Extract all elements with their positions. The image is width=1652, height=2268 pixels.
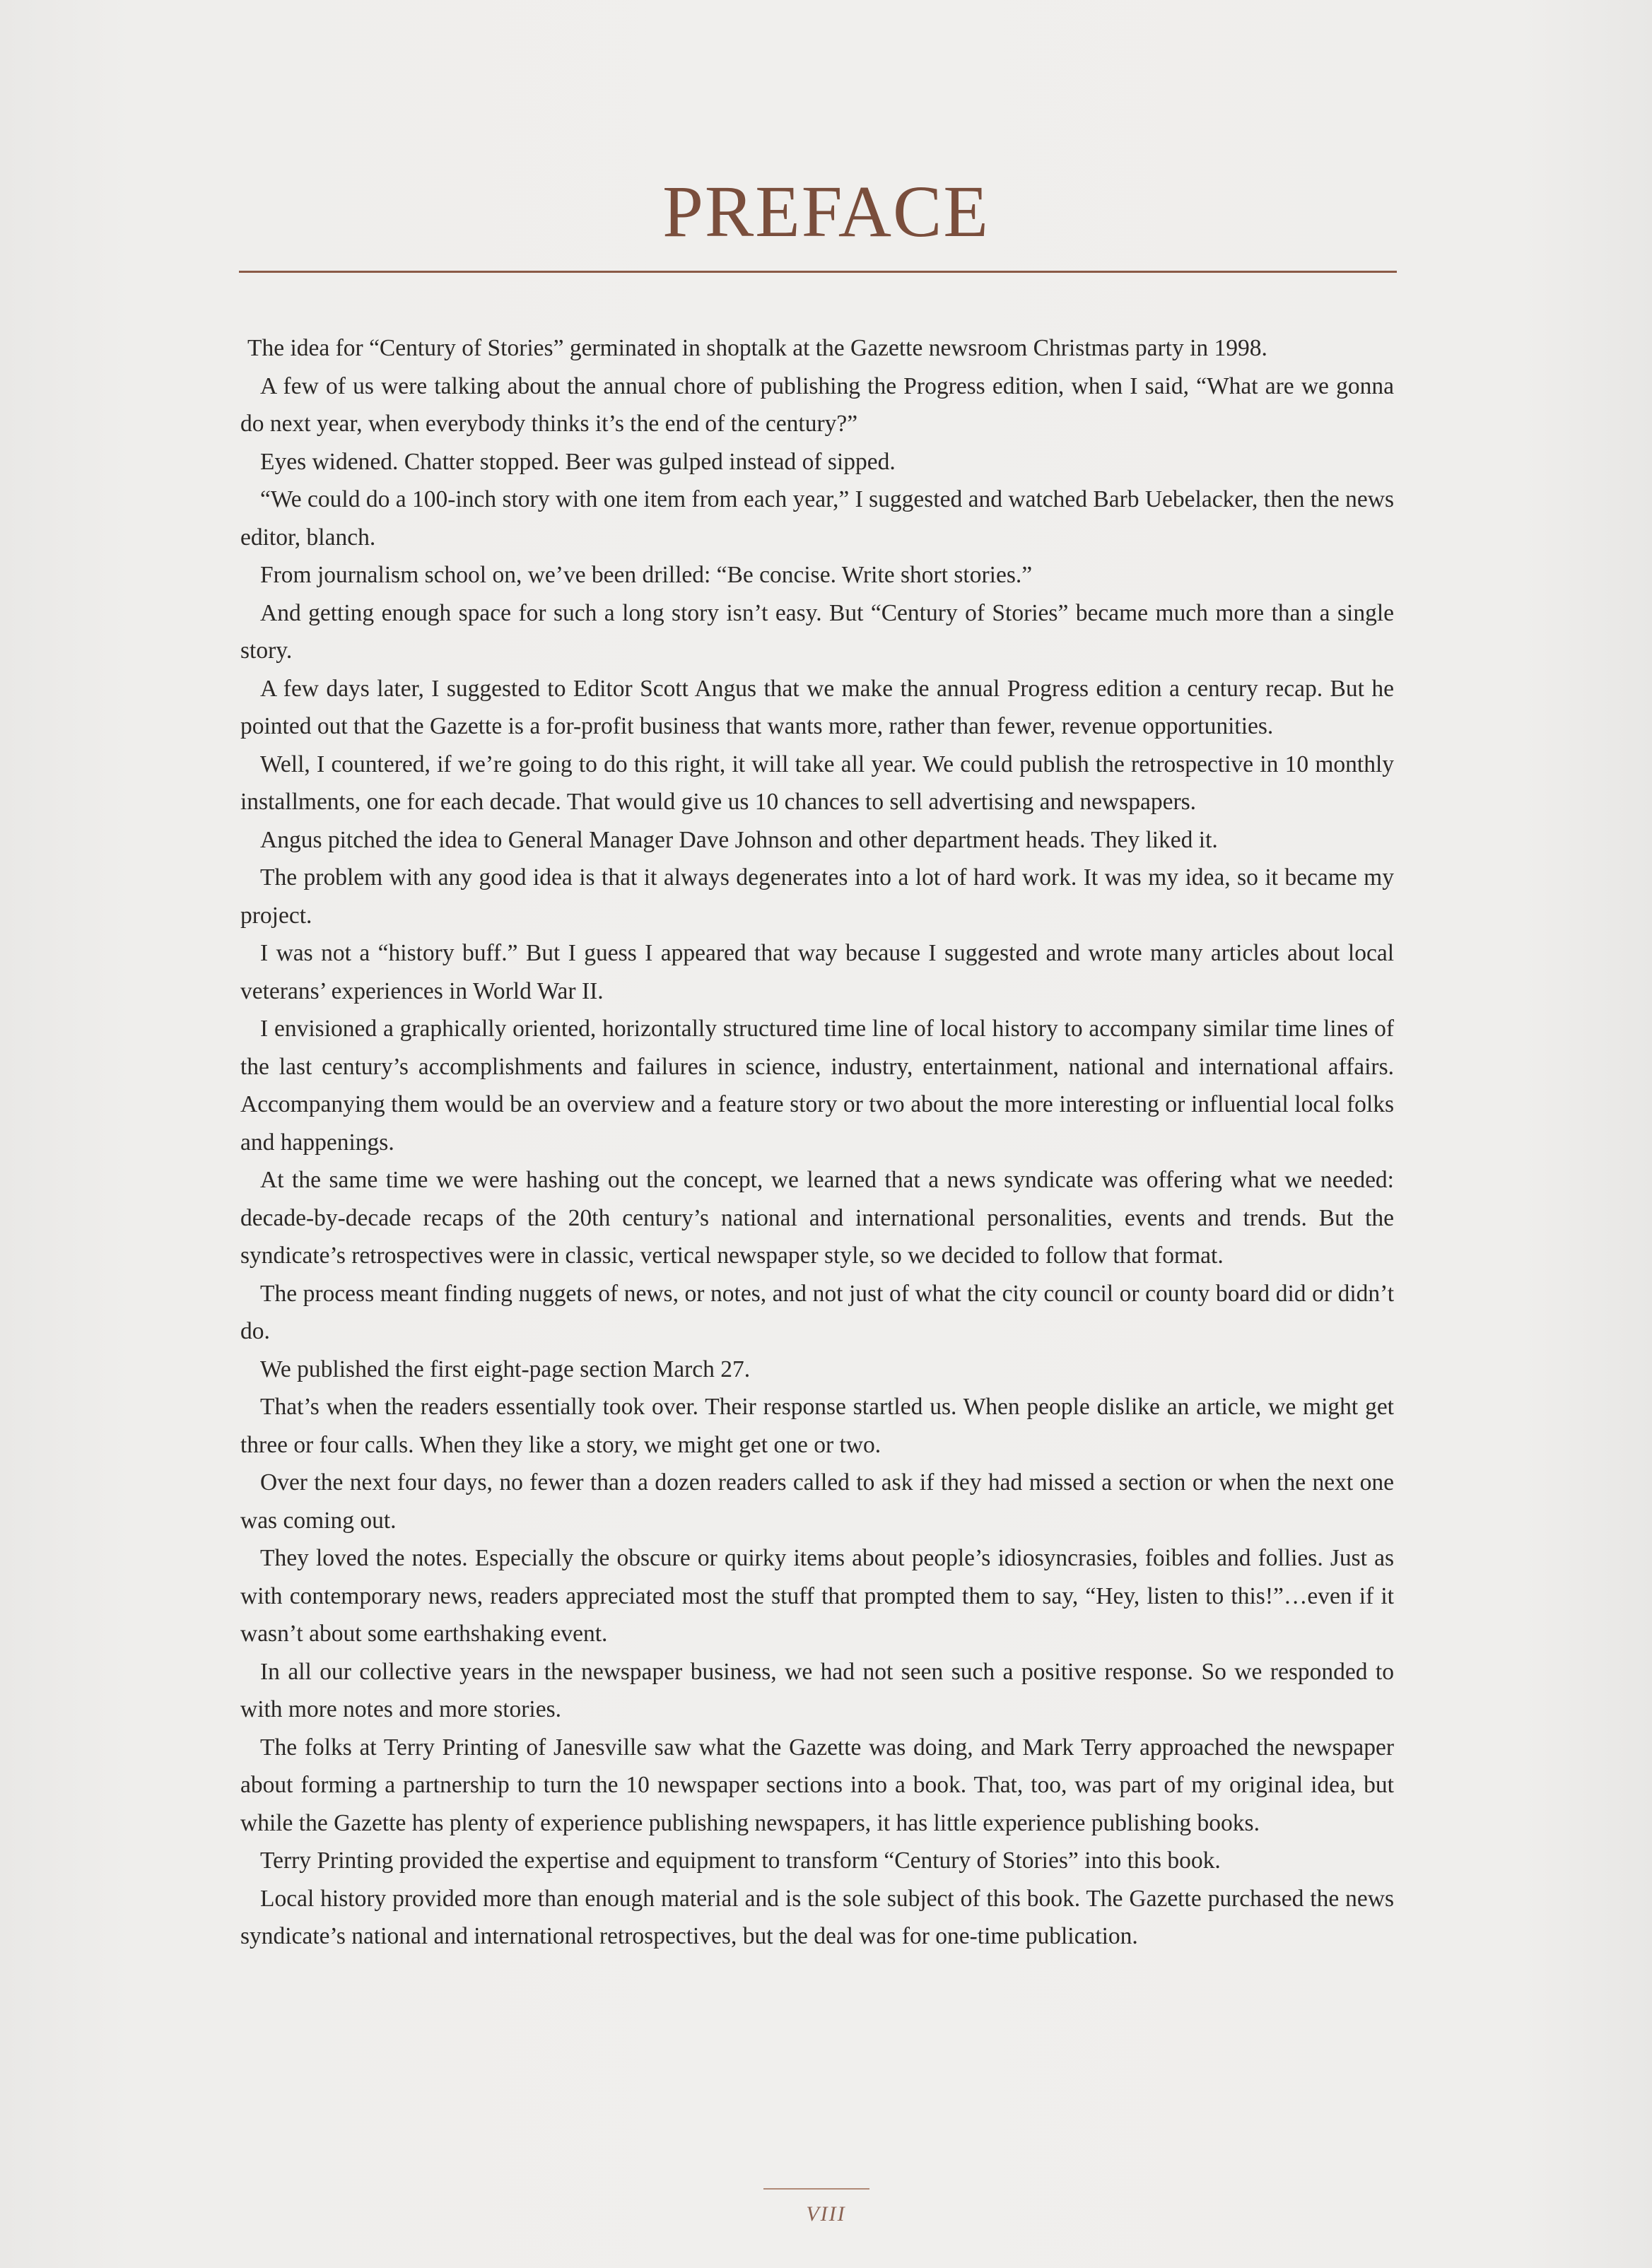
paragraph: Eyes widened. Chatter stopped. Beer was gulped instead of sipped.	[260, 448, 896, 475]
paragraph: From journalism school on, we’ve been drilled: “Be concise. Write short stories.”	[260, 562, 1033, 588]
page-title: PREFACE	[662, 171, 990, 252]
paragraph: The process meant finding nuggets of news, or notes, and not just of what the city council or county board did or didn’t do.	[240, 1280, 1394, 1344]
paragraph: I envisioned a graphically oriented, horizontally structured time line of local history to accompany similar time lines of the last century’s accomplishments and failures in science, industry, entertainment, national and international affairs. Accompanying them would be an overview and a feature story or two about the more interesting or influential local folks and happenings.	[240, 1016, 1394, 1156]
paragraph: I was not a “history buff.” But I guess I appeared that way because I suggested and wrote many articles about local veterans’ experiences in World War II.	[240, 940, 1394, 1004]
paragraph: At the same time we were hashing out the concept, we learned that a news syndicate was offering what we needed: decade-by-decade recaps of the 20th century’s national and international personalities, events and trends. But the syndicate’s retrospectives were in classic, vertical newspaper style, so we decided to follow that format.	[240, 1167, 1394, 1269]
paragraph: That’s when the readers essentially took over. Their response startled us. When people dislike an article, we might get three or four calls. When they like a story, we might get one or two.	[240, 1394, 1394, 1458]
paragraph: We published the first eight-page section March 27.	[260, 1356, 751, 1382]
paragraph: They loved the notes. Especially the obscure or quirky items about people’s idiosyncrasies, foibles and follies. Just as with contemporary news, readers appreciated most the stuff that prompted them to say, “Hey, listen to this!”…even if it wasn’t about some earthshaking event.	[240, 1545, 1394, 1647]
paragraph: Angus pitched the idea to General Manager Dave Johnson and other department heads. They liked it.	[260, 826, 1218, 853]
paragraph: Local history provided more than enough material and is the sole subject of this book. The Gazette purchased the news syndicate’s national and international retrospectives, but the deal was for one-time publication.	[240, 1885, 1394, 1949]
paragraph: Terry Printing provided the expertise and equipment to transform “Century of Stories” into this book.	[260, 1847, 1221, 1874]
paragraph: The idea for “Century of Stories” germinated in shoptalk at the Gazette newsroom Christmas party in 1998.	[247, 335, 1267, 361]
paragraph: The folks at Terry Printing of Janesville saw what the Gazette was doing, and Mark Terry approached the newspaper about forming a partnership to turn the 10 newspaper sections into a book. That, too, was part of my original idea, but while the Gazette has plenty of experience publishing newspapers, it has little experience publishing books.	[240, 1734, 1394, 1836]
paragraph: In all our collective years in the newspaper business, we had not seen such a positive response. So we responded to with more notes and more stories.	[240, 1658, 1394, 1722]
folio-divider	[763, 2188, 869, 2190]
paragraph: A few of us were talking about the annual chore of publishing the Progress edition, when I said, “What are we gonna do next year, when everybody thinks it’s the end of the century?”	[240, 372, 1394, 437]
paragraph: The problem with any good idea is that it always degenerates into a lot of hard work. It was my idea, so it became my project.	[240, 864, 1394, 929]
paragraph: A few days later, I suggested to Editor Scott Angus that we make the annual Progress edition a century recap. But he pointed out that the Gazette is a for-profit business that wants more, rather than fewer, revenue opportunities.	[240, 675, 1394, 739]
paragraph: “We could do a 100-inch story with one item from each year,” I suggested and watched Barb Uebelacker, then the news editor, blanch.	[240, 486, 1394, 551]
paragraph: And getting enough space for such a long story isn’t easy. But “Century of Stories” became much more than a single story.	[240, 599, 1394, 664]
preface-body	[240, 329, 1394, 1956]
page-number: VIII	[806, 2202, 846, 2226]
paragraph: Over the next four days, no fewer than a dozen readers called to ask if they had missed a section or when the next one was coming out.	[240, 1469, 1394, 1534]
title-divider	[239, 271, 1397, 273]
paragraph: Well, I countered, if we’re going to do this right, it will take all year. We could publish the retrospective in 10 monthly installments, one for each decade. That would give us 10 chances to sell advertising and newspapers.	[240, 751, 1394, 815]
